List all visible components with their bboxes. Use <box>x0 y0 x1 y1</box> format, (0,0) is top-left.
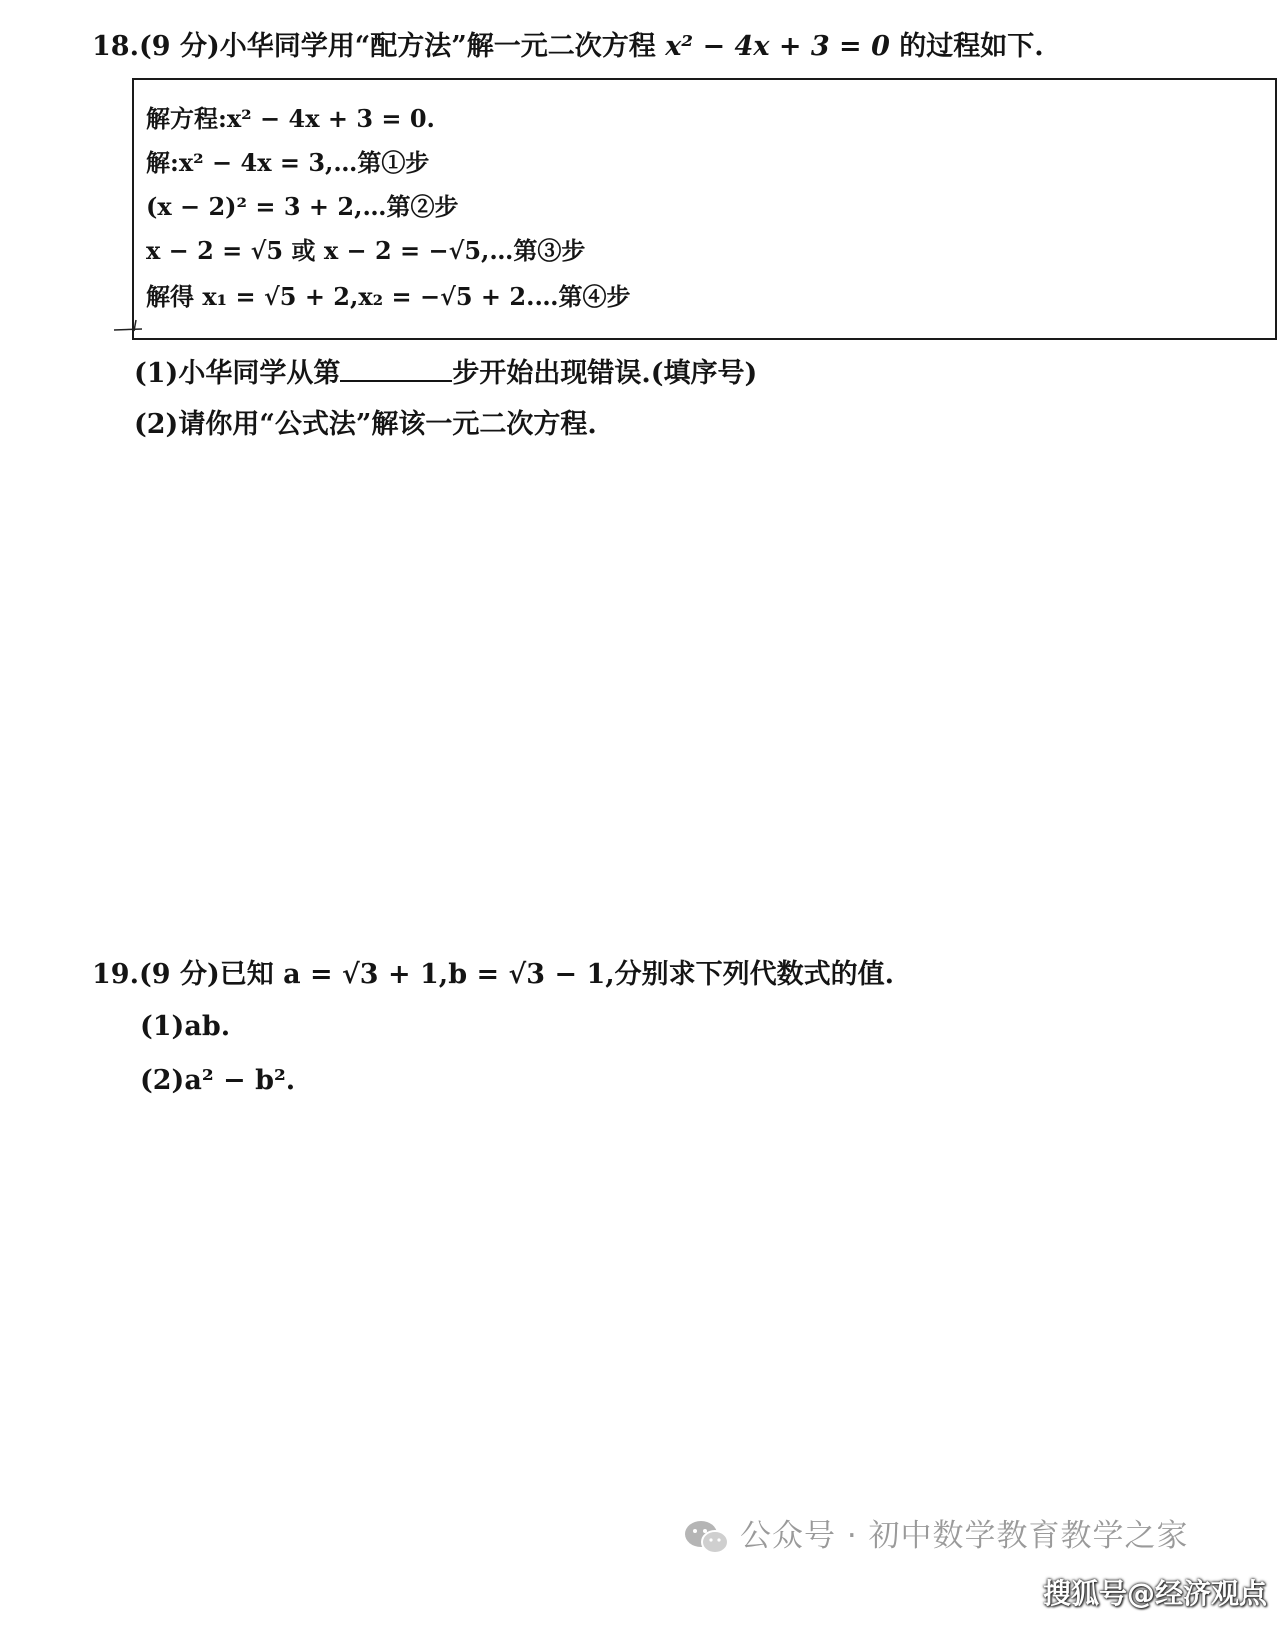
box-step-2: (x − 2)² = 3 + 2,…第②步 <box>146 192 459 221</box>
q18-stem-tail: 的过程如下. <box>899 31 1044 62</box>
q18-part2: (2)请你用“公式法”解该一元二次方程. <box>134 409 597 440</box>
q19-part1: (1)ab. <box>140 1011 231 1042</box>
q19-points: (9 分) <box>138 959 220 990</box>
sohu-watermark: 搜狐号@经济观点 <box>1043 1577 1268 1610</box>
box-step-4: 解得 x₁ = √5 + 2,x₂ = −√5 + 2.…第④步 <box>146 282 631 311</box>
q18-stem-equation: x² − 4x + 3 = 0 <box>665 31 890 62</box>
q18-number: 18. <box>92 31 139 62</box>
q18-part1-before: (1)小华同学从第 <box>134 358 341 389</box>
box-line-0: 解方程:x² − 4x + 3 = 0. <box>146 104 435 133</box>
q19-stem-text: 已知 a = √3 + 1,b = √3 − 1,分别求下列代数式的值. <box>219 959 895 990</box>
box-step-3: x − 2 = √5 或 x − 2 = −√5,…第③步 <box>146 236 586 265</box>
q19-part2: (2)a² − b². <box>140 1065 296 1096</box>
answer-blank[interactable] <box>340 354 452 382</box>
box-step-1: 解:x² − 4x = 3,…第①步 <box>146 148 430 177</box>
q18-part1-after: 步开始出现错误.(填序号) <box>452 358 758 389</box>
q18-points: (9 分) <box>138 31 220 62</box>
q19-stem <box>92 958 894 992</box>
wechat-watermark: 公众号 · 初中数学教育教学之家 <box>740 1518 1189 1554</box>
q18-stem <box>92 30 1044 64</box>
q18-stem-text: 小华同学用“配方法”解一元二次方程 <box>219 31 656 62</box>
q19-number: 19. <box>92 959 139 990</box>
wechat-icon <box>683 1518 731 1558</box>
pen-mark <box>112 318 152 338</box>
q18-part1 <box>134 354 757 391</box>
